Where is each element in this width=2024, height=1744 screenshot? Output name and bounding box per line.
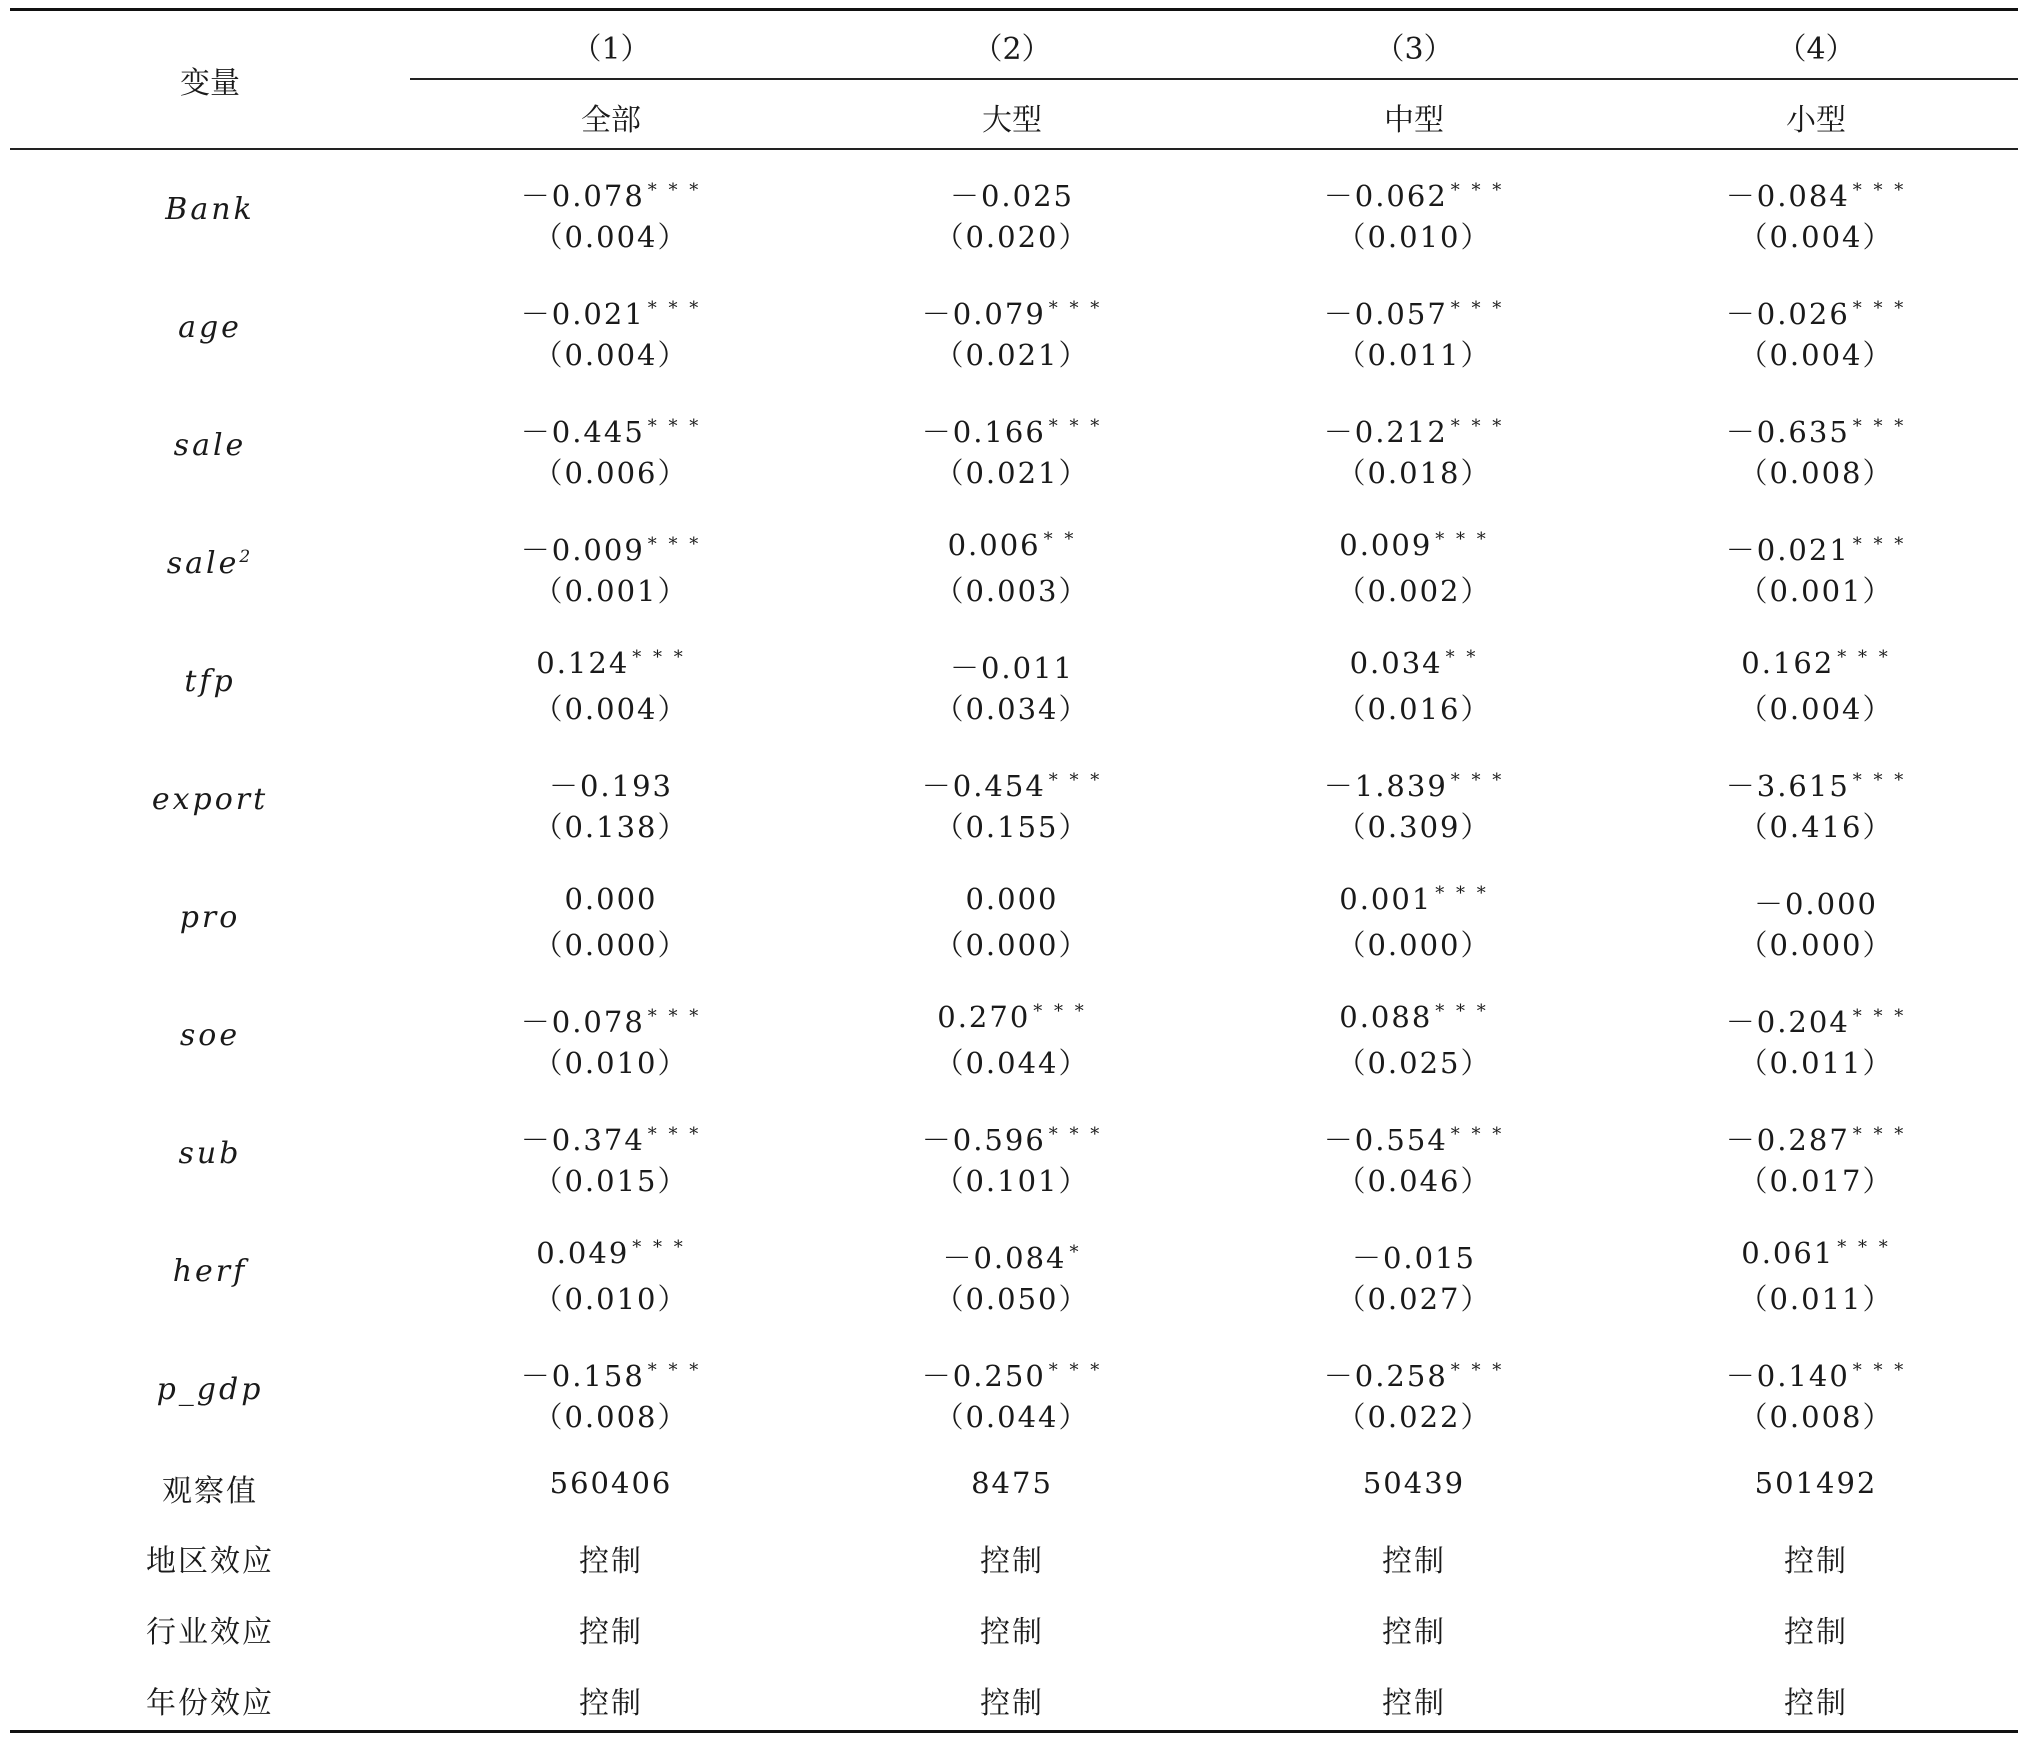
standard-error: （0.001） bbox=[1738, 574, 1894, 608]
variable-name bbox=[10, 1372, 410, 1407]
coefficient bbox=[1224, 1118, 1604, 1159]
coefficient bbox=[1224, 646, 1604, 680]
variable-name-text: tfp bbox=[184, 664, 236, 699]
coefficient bbox=[421, 1236, 801, 1270]
column-label: 小型 bbox=[1786, 103, 1846, 138]
significance-stars: * * * bbox=[632, 1237, 686, 1258]
standard-error: （0.044） bbox=[934, 1400, 1090, 1434]
standard-error: （0.010） bbox=[533, 1282, 689, 1316]
significance-stars: * * * bbox=[1450, 1124, 1505, 1145]
variable-name bbox=[10, 310, 410, 345]
variable-name bbox=[10, 428, 410, 463]
footer-cell: 控制 bbox=[980, 1544, 1044, 1579]
coefficient bbox=[421, 174, 801, 215]
standard-error: （0.046） bbox=[1336, 1164, 1492, 1198]
standard-error: （0.010） bbox=[533, 1046, 689, 1080]
coefficient bbox=[1626, 764, 2006, 805]
footer-cell: 控制 bbox=[1784, 1686, 1848, 1721]
standard-error: （0.004） bbox=[533, 220, 689, 254]
standard-error: （0.000） bbox=[934, 928, 1090, 962]
coefficient-value: 0.001 bbox=[1339, 882, 1433, 916]
footer-cell: 控制 bbox=[980, 1686, 1044, 1721]
significance-stars: * * * bbox=[647, 1360, 702, 1381]
coefficient-value: 0.009 bbox=[1339, 528, 1433, 562]
coefficient bbox=[1224, 292, 1604, 333]
coefficient-value: －0.596 bbox=[921, 1123, 1046, 1157]
significance-stars: * * * bbox=[1852, 1360, 1907, 1381]
standard-error: （0.138） bbox=[533, 810, 689, 844]
significance-stars: * * * bbox=[1435, 529, 1489, 550]
standard-error: （0.006） bbox=[533, 456, 689, 490]
footer-cell: 控制 bbox=[1784, 1615, 1848, 1650]
significance-stars: * * * bbox=[647, 1124, 702, 1145]
coefficient bbox=[1224, 528, 1604, 562]
standard-error: （0.021） bbox=[934, 456, 1090, 490]
significance-stars: * * * bbox=[1435, 1001, 1489, 1022]
standard-error: （0.027） bbox=[1336, 1282, 1492, 1316]
coefficient-value: －0.009 bbox=[520, 533, 645, 567]
header-midrule bbox=[410, 78, 2018, 80]
standard-error: （0.004） bbox=[1738, 220, 1894, 254]
standard-error: （0.309） bbox=[1336, 810, 1492, 844]
standard-error: （0.004） bbox=[1738, 338, 1894, 372]
variable-name bbox=[10, 546, 410, 581]
significance-stars: * * * bbox=[647, 534, 702, 555]
coefficient-value: 0.162 bbox=[1741, 646, 1835, 680]
coefficient-value: －0.062 bbox=[1323, 179, 1448, 213]
column-number: （2） bbox=[972, 32, 1052, 67]
column-number: （1） bbox=[571, 32, 651, 67]
coefficient-value: －0.166 bbox=[921, 415, 1046, 449]
variable-name bbox=[10, 900, 410, 935]
coefficient bbox=[822, 292, 1202, 333]
coefficient bbox=[822, 764, 1202, 805]
standard-error: （0.416） bbox=[1738, 810, 1894, 844]
significance-stars: * * * bbox=[1852, 416, 1907, 437]
standard-error: （0.000） bbox=[533, 928, 689, 962]
standard-error: （0.011） bbox=[1738, 1046, 1894, 1080]
coefficient-value: －0.084 bbox=[942, 1241, 1067, 1275]
significance-stars: * * * bbox=[1450, 416, 1505, 437]
variable-name-text: sub bbox=[178, 1136, 242, 1171]
coefficient bbox=[1224, 882, 1604, 916]
footer-row-label: 行业效应 bbox=[146, 1615, 274, 1650]
coefficient-value: －1.839 bbox=[1323, 769, 1448, 803]
variable-name-text: Bank bbox=[165, 192, 255, 227]
standard-error: （0.044） bbox=[934, 1046, 1090, 1080]
variable-name-text: pro bbox=[179, 900, 241, 935]
coefficient-value: －3.615 bbox=[1725, 769, 1850, 803]
significance-stars: * * * bbox=[1852, 1006, 1907, 1027]
standard-error: （0.016） bbox=[1336, 692, 1492, 726]
standard-error: （0.017） bbox=[1738, 1164, 1894, 1198]
coefficient bbox=[822, 410, 1202, 451]
significance-stars: * * * bbox=[1048, 1360, 1103, 1381]
variable-name-text: sale bbox=[173, 428, 247, 463]
coefficient bbox=[1224, 764, 1604, 805]
standard-error: （0.004） bbox=[533, 338, 689, 372]
coefficient-value: －0.374 bbox=[520, 1123, 645, 1157]
standard-error: （0.050） bbox=[934, 1282, 1090, 1316]
standard-error: （0.101） bbox=[934, 1164, 1090, 1198]
standard-error: （0.001） bbox=[533, 574, 689, 608]
coefficient-value: －0.084 bbox=[1725, 179, 1850, 213]
coefficient-value: －0.193 bbox=[548, 769, 674, 803]
footer-cell: 560406 bbox=[549, 1466, 673, 1500]
footer-cell: 501492 bbox=[1754, 1466, 1878, 1500]
column-number: （4） bbox=[1776, 32, 1856, 67]
coefficient bbox=[1626, 174, 2006, 215]
standard-error: （0.008） bbox=[1738, 1400, 1894, 1434]
coefficient bbox=[421, 882, 801, 916]
coefficient-value: －0.212 bbox=[1323, 415, 1448, 449]
significance-stars: * * * bbox=[647, 416, 702, 437]
coefficient bbox=[421, 292, 801, 333]
coefficient-value: 0.000 bbox=[965, 882, 1059, 916]
coefficient-value: －0.021 bbox=[520, 297, 645, 331]
coefficient bbox=[1224, 1354, 1604, 1395]
coefficient bbox=[421, 1354, 801, 1395]
coefficient bbox=[1626, 882, 2006, 923]
significance-stars: * * * bbox=[1435, 883, 1489, 904]
significance-stars: * * * bbox=[647, 1006, 702, 1027]
footer-cell: 控制 bbox=[1382, 1686, 1446, 1721]
standard-error: （0.015） bbox=[533, 1164, 689, 1198]
standard-error: （0.155） bbox=[934, 810, 1090, 844]
coefficient-value: 0.049 bbox=[536, 1236, 630, 1270]
coefficient bbox=[1224, 174, 1604, 215]
standard-error: （0.011） bbox=[1738, 1282, 1894, 1316]
variable-name bbox=[10, 1254, 410, 1289]
coefficient-value: 0.034 bbox=[1349, 646, 1443, 680]
coefficient bbox=[421, 410, 801, 451]
variable-name-text: soe bbox=[179, 1018, 241, 1053]
column-label: 全部 bbox=[581, 103, 641, 138]
significance-stars: * * * bbox=[1450, 298, 1505, 319]
variable-superscript: 2 bbox=[239, 547, 254, 567]
significance-stars: * * * bbox=[1048, 770, 1103, 791]
coefficient-value: 0.124 bbox=[536, 646, 630, 680]
coefficient bbox=[822, 1236, 1202, 1277]
coefficient bbox=[421, 646, 801, 680]
coefficient-value: －0.454 bbox=[921, 769, 1046, 803]
coefficient bbox=[1224, 410, 1604, 451]
coefficient-value: －0.635 bbox=[1725, 415, 1850, 449]
coefficient-value: －0.140 bbox=[1725, 1359, 1850, 1393]
footer-cell: 控制 bbox=[980, 1615, 1044, 1650]
standard-error: （0.004） bbox=[1738, 692, 1894, 726]
footer-row-label: 地区效应 bbox=[146, 1544, 274, 1579]
significance-stars: * * * bbox=[1450, 770, 1505, 791]
bottom-rule bbox=[10, 1730, 2018, 1733]
coefficient bbox=[822, 1000, 1202, 1034]
top-rule bbox=[10, 8, 2018, 11]
footer-row-label: 观察值 bbox=[162, 1474, 258, 1509]
significance-stars: * * * bbox=[1837, 1237, 1891, 1258]
significance-stars: * * * bbox=[1852, 180, 1907, 201]
variable-name bbox=[10, 664, 410, 699]
standard-error: （0.034） bbox=[934, 692, 1090, 726]
coefficient bbox=[822, 646, 1202, 687]
standard-error: （0.010） bbox=[1336, 220, 1492, 254]
coefficient-value: －0.287 bbox=[1725, 1123, 1850, 1157]
coefficient bbox=[1224, 1000, 1604, 1034]
significance-stars: * * * bbox=[1048, 298, 1103, 319]
significance-stars: * * * bbox=[647, 180, 702, 201]
variable-name bbox=[10, 192, 410, 227]
standard-error: （0.004） bbox=[533, 692, 689, 726]
variable-name bbox=[10, 1136, 410, 1171]
coefficient bbox=[1626, 528, 2006, 569]
column-label: 大型 bbox=[982, 103, 1042, 138]
significance-stars: * * * bbox=[1450, 180, 1505, 201]
coefficient-value: －0.021 bbox=[1725, 533, 1850, 567]
standard-error: （0.022） bbox=[1336, 1400, 1492, 1434]
coefficient-value: －0.015 bbox=[1351, 1241, 1477, 1275]
footer-cell: 控制 bbox=[579, 1615, 643, 1650]
coefficient bbox=[1224, 1236, 1604, 1277]
coefficient-value: －0.445 bbox=[520, 415, 645, 449]
coefficient bbox=[1626, 410, 2006, 451]
coefficient bbox=[1626, 1354, 2006, 1395]
variable-name bbox=[10, 1018, 410, 1053]
coefficient bbox=[421, 764, 801, 805]
standard-error: （0.018） bbox=[1336, 456, 1492, 490]
standard-error: （0.008） bbox=[1738, 456, 1894, 490]
footer-cell: 控制 bbox=[1382, 1615, 1446, 1650]
variable-name-text: p_gdp bbox=[156, 1372, 264, 1407]
coefficient bbox=[1626, 1236, 2006, 1270]
variable-name-text: age bbox=[178, 310, 242, 345]
footer-cell: 控制 bbox=[1784, 1544, 1848, 1579]
coefficient bbox=[822, 1354, 1202, 1395]
coefficient-value: －0.078 bbox=[520, 179, 645, 213]
standard-error: （0.011） bbox=[1336, 338, 1492, 372]
coefficient-value: －0.011 bbox=[949, 651, 1075, 685]
significance-stars: * * * bbox=[1048, 416, 1103, 437]
coefficient bbox=[822, 882, 1202, 916]
coefficient-value: 0.006 bbox=[947, 528, 1041, 562]
standard-error: （0.002） bbox=[1336, 574, 1492, 608]
standard-error: （0.025） bbox=[1336, 1046, 1492, 1080]
standard-error: （0.021） bbox=[934, 338, 1090, 372]
coefficient-value: －0.079 bbox=[921, 297, 1046, 331]
footer-cell: 50439 bbox=[1362, 1466, 1466, 1500]
coefficient bbox=[1626, 1118, 2006, 1159]
coefficient bbox=[1626, 1000, 2006, 1041]
coefficient bbox=[421, 1118, 801, 1159]
variable-name-text: export bbox=[151, 782, 269, 817]
standard-error: （0.000） bbox=[1336, 928, 1492, 962]
coefficient-value: －0.078 bbox=[520, 1005, 645, 1039]
variable-name bbox=[10, 782, 410, 817]
coefficient-value: －0.258 bbox=[1323, 1359, 1448, 1393]
standard-error: （0.000） bbox=[1738, 928, 1894, 962]
coefficient-value: 0.061 bbox=[1741, 1236, 1835, 1270]
footer-cell: 控制 bbox=[579, 1544, 643, 1579]
stub-label: 变量 bbox=[180, 66, 240, 101]
header-bottom-rule bbox=[10, 148, 2018, 150]
footer-cell: 控制 bbox=[579, 1686, 643, 1721]
coefficient-value: －0.204 bbox=[1725, 1005, 1850, 1039]
significance-stars: * * * bbox=[1033, 1001, 1087, 1022]
significance-stars: * * * bbox=[632, 647, 686, 668]
significance-stars: * * * bbox=[647, 298, 702, 319]
coefficient-value: －0.000 bbox=[1753, 887, 1879, 921]
coefficient bbox=[822, 1118, 1202, 1159]
coefficient bbox=[822, 528, 1202, 562]
significance-stars: * bbox=[1069, 1242, 1082, 1263]
significance-stars: * * * bbox=[1837, 647, 1891, 668]
coefficient bbox=[421, 528, 801, 569]
significance-stars: * * * bbox=[1852, 534, 1907, 555]
significance-stars: * * * bbox=[1852, 298, 1907, 319]
significance-stars: * * * bbox=[1852, 1124, 1907, 1145]
coefficient-value: 0.000 bbox=[564, 882, 658, 916]
significance-stars: * * * bbox=[1048, 1124, 1103, 1145]
variable-name-text: herf bbox=[172, 1254, 248, 1289]
footer-cell: 控制 bbox=[1382, 1544, 1446, 1579]
significance-stars: * * * bbox=[1450, 1360, 1505, 1381]
footer-cell: 8475 bbox=[971, 1466, 1053, 1500]
column-number: （3） bbox=[1374, 32, 1454, 67]
coefficient-value: 0.088 bbox=[1339, 1000, 1433, 1034]
coefficient-value: －0.250 bbox=[921, 1359, 1046, 1393]
significance-stars: * * * bbox=[1852, 770, 1907, 791]
coefficient-value: －0.025 bbox=[949, 179, 1075, 213]
coefficient bbox=[1626, 292, 2006, 333]
standard-error: （0.008） bbox=[533, 1400, 689, 1434]
coefficient bbox=[421, 1000, 801, 1041]
standard-error: （0.020） bbox=[934, 220, 1090, 254]
significance-stars: * * bbox=[1445, 647, 1479, 668]
coefficient bbox=[1626, 646, 2006, 680]
coefficient-value: －0.158 bbox=[520, 1359, 645, 1393]
coefficient-value: －0.554 bbox=[1323, 1123, 1448, 1157]
footer-row-label: 年份效应 bbox=[146, 1686, 274, 1721]
standard-error: （0.003） bbox=[934, 574, 1090, 608]
coefficient-value: －0.057 bbox=[1323, 297, 1448, 331]
variable-name-text: sale bbox=[166, 546, 240, 581]
coefficient-value: －0.026 bbox=[1725, 297, 1850, 331]
significance-stars: * * bbox=[1043, 529, 1077, 550]
coefficient-value: 0.270 bbox=[937, 1000, 1031, 1034]
column-label: 中型 bbox=[1384, 103, 1444, 138]
coefficient bbox=[822, 174, 1202, 215]
